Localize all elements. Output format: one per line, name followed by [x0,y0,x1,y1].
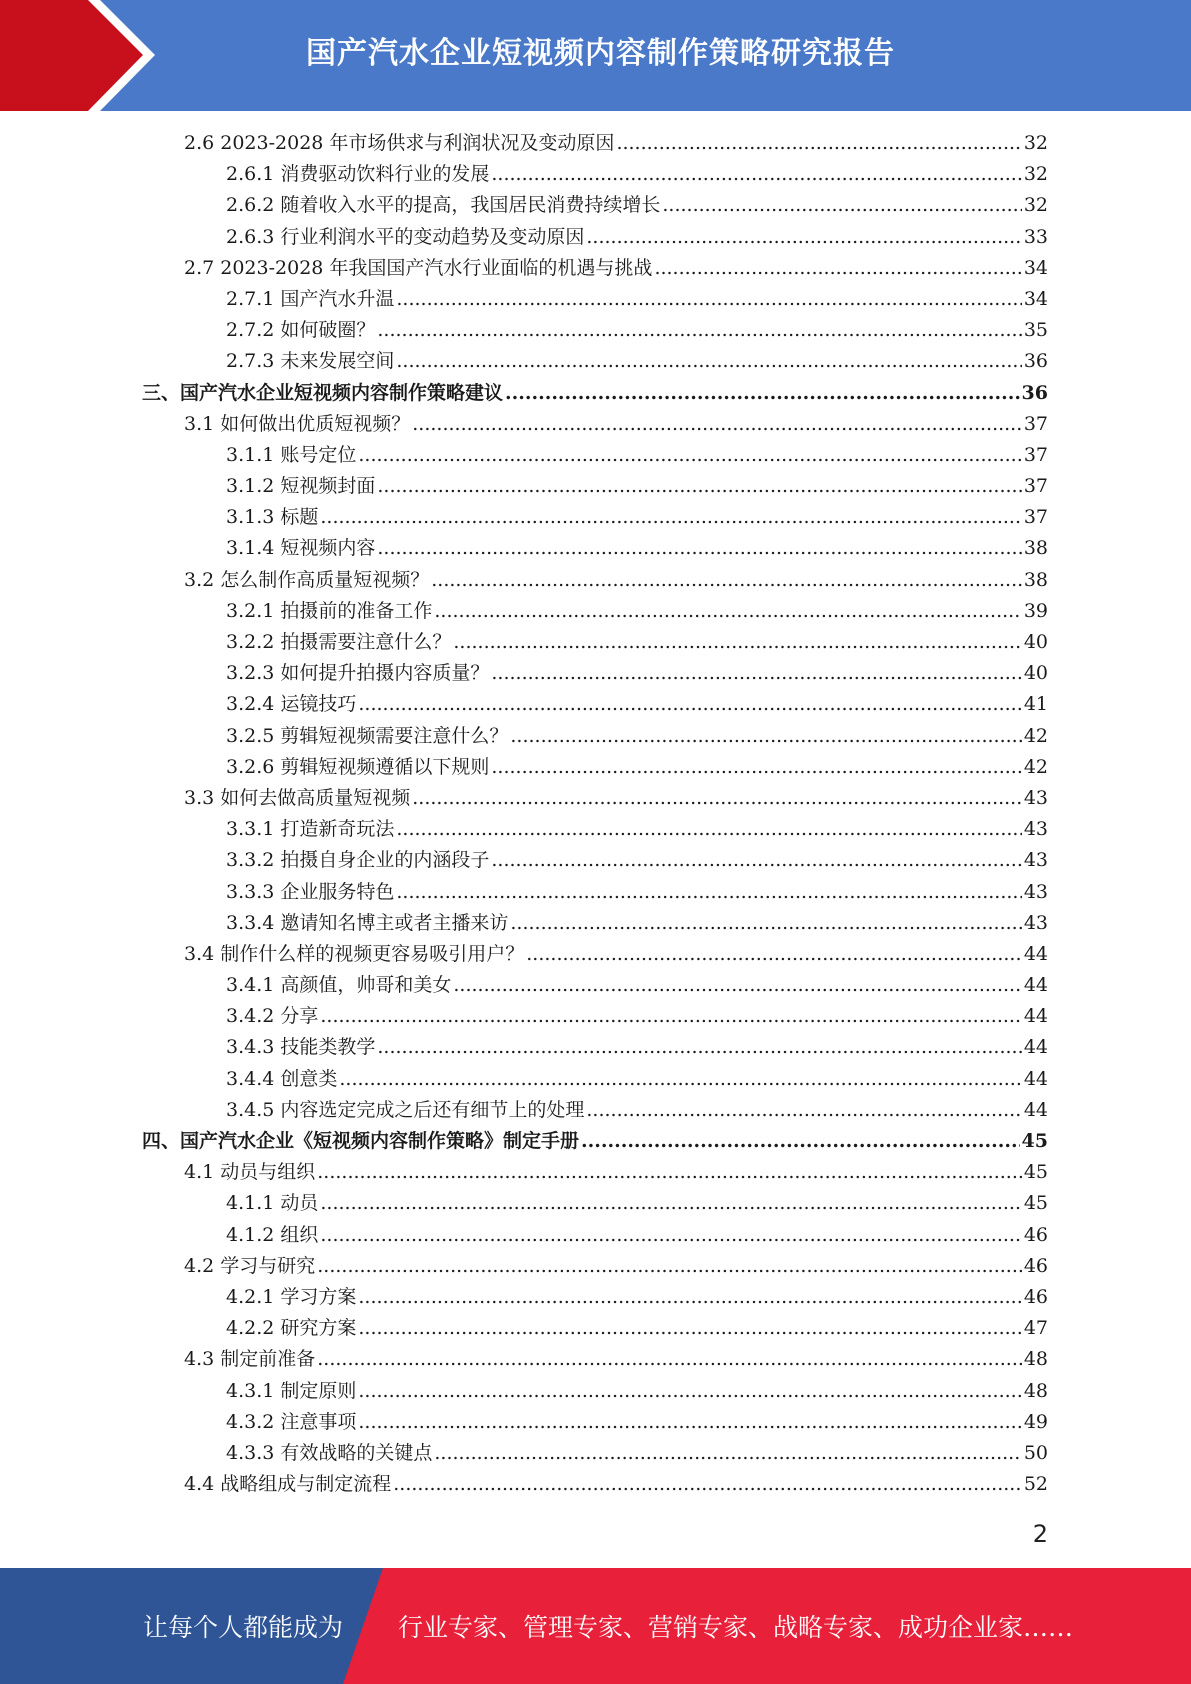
toc-dot-leader [377,533,1021,564]
toc-dot-leader [320,1001,1021,1032]
toc-entry-page: 36 [1021,381,1048,404]
toc-entry[interactable] [0,409,1191,440]
toc-entry-label: 3.2.4 运镜技巧 [226,693,357,716]
toc-entry-label: 2.6 2023-2028 年市场供求与利润状况及变动原因 [184,132,615,154]
toc-entry[interactable] [0,1282,1191,1313]
toc-entry-page: 37 [1023,412,1048,435]
toc-entry-page: 40 [1023,662,1048,685]
page-header [0,0,1191,111]
toc-dot-leader [317,1157,1022,1188]
toc-entry-label: 3.2.6 剪辑短视频遵循以下规则 [226,755,490,778]
toc-entry[interactable] [0,1001,1191,1032]
toc-entry-page: 42 [1023,755,1048,778]
toc-entry-page: 43 [1023,849,1048,872]
toc-dot-leader [586,1095,1021,1126]
toc-entry-row[interactable] [226,1282,1048,1313]
toc-entry-row[interactable] [184,1469,1048,1500]
toc-entry-row[interactable] [226,190,1048,221]
toc-entry[interactable] [0,877,1191,908]
toc-entry[interactable] [0,378,1191,409]
toc-entry-label: 2.7.3 未来发展空间 [226,350,395,373]
toc-entry-row[interactable] [226,658,1048,689]
toc-entry-label: 3.4.4 创意类 [226,1067,338,1090]
toc-entry-page: 32 [1023,194,1048,217]
toc-entry[interactable] [0,1438,1191,1469]
toc-entry[interactable] [0,502,1191,533]
toc-dot-leader [434,1438,1021,1469]
toc-entry-label: 3.4.2 分享 [226,1005,319,1028]
toc-entry-row[interactable] [226,970,1048,1001]
toc-entry-page: 44 [1023,1036,1048,1059]
toc-entry-label: 4.2 学习与研究 [184,1254,316,1277]
toc-dot-leader [358,1282,1021,1313]
toc-dot-leader [453,970,1021,1001]
toc-entry-row[interactable] [142,378,1048,409]
toc-dot-leader [377,471,1021,502]
toc-entry-label: 2.6.3 行业利润水平的变动趋势及变动原因 [226,225,585,248]
toc-dot-leader [320,502,1021,533]
toc-entry-row[interactable] [226,1032,1048,1063]
toc-entry-row[interactable] [226,1313,1048,1344]
toc-entry-row[interactable] [226,908,1048,939]
toc-entry-page: 43 [1023,911,1048,934]
toc-entry[interactable] [0,658,1191,689]
toc-entry-row[interactable] [226,1095,1048,1126]
toc-entry-row[interactable] [184,939,1048,970]
toc-entry[interactable] [0,190,1191,221]
toc-entry-label: 3.2.1 拍摄前的准备工作 [226,599,433,622]
toc-dot-leader [317,1251,1022,1282]
toc-entry-page: 44 [1023,1098,1048,1121]
toc-dot-leader [491,752,1021,783]
toc-entry-row[interactable] [226,440,1048,471]
toc-entry-label: 3.4.3 技能类教学 [226,1036,376,1059]
toc-entry-row[interactable] [184,565,1048,596]
toc-dot-leader [393,1469,1022,1500]
toc-entry-row[interactable] [226,159,1048,190]
toc-entry-row[interactable] [226,1220,1048,1251]
footer-slogan-left: 让每个人都能成为 [143,1613,344,1642]
toc-entry[interactable] [0,689,1191,720]
toc-dot-leader [431,565,1022,596]
toc-dot-leader [377,315,1021,346]
toc-entry[interactable] [0,471,1191,502]
toc-entry-label: 4.1 动员与组织 [184,1161,316,1184]
toc-entry-page: 36 [1023,350,1048,373]
toc-entry-row[interactable] [226,1376,1048,1407]
toc-entry-row[interactable] [226,721,1048,752]
toc-entry-page: 50 [1023,1441,1048,1464]
toc-entry[interactable] [0,1188,1191,1219]
toc-entry-label: 3.3.2 拍摄自身企业的内涵段子 [226,849,490,872]
toc-entry-page: 34 [1023,256,1048,279]
toc-entry-label: 2.6.1 消费驱动饮料行业的发展 [226,163,490,186]
toc-entry-row[interactable] [184,1344,1048,1375]
toc-entry-label: 4.3 制定前准备 [184,1348,316,1371]
toc-dot-leader [320,1188,1021,1219]
toc-entry-row[interactable] [226,1064,1048,1095]
toc-entry-page: 47 [1023,1317,1048,1340]
page-number: 2 [1032,1520,1048,1548]
toc-dot-leader [358,689,1021,720]
toc-entry-page: 41 [1023,693,1048,716]
toc-entry-page: 49 [1023,1410,1048,1433]
toc-dot-leader [491,658,1021,689]
toc-entry-label: 3.1.3 标题 [226,506,319,529]
toc-entry[interactable] [0,939,1191,970]
toc-entry[interactable] [0,159,1191,190]
toc-entry-page: 40 [1023,631,1048,653]
toc-entry[interactable] [0,845,1191,876]
toc-entry-page: 44 [1023,1067,1048,1090]
toc-entry[interactable] [0,128,1191,159]
toc-dot-leader [453,627,1021,658]
toc-entry-row[interactable] [226,627,1048,658]
toc-dot-leader [434,596,1021,627]
toc-entry-label: 3.2.5 剪辑短视频需要注意什么？ [226,724,509,747]
toc-entry-label: 4.2.1 学习方案 [226,1285,357,1308]
toc-entry-label: 2.7 2023-2028 年我国国产汽水行业面临的机遇与挑战 [184,256,653,279]
toc-entry-label: 4.3.1 制定原则 [226,1379,357,1402]
toc-dot-leader [358,1376,1021,1407]
toc-entry-page: 44 [1023,974,1048,997]
toc-entry-label: 4.4 战略组成与制定流程 [184,1473,392,1496]
toc-entry-page: 32 [1023,163,1048,186]
toc-entry-label: 2.6.2 随着收入水平的提高，我国居民消费持续增长 [226,194,661,217]
toc-entry[interactable] [0,1126,1191,1157]
toc-entry[interactable] [0,1344,1191,1375]
toc-entry-page: 46 [1023,1285,1048,1308]
toc-entry-label: 3.2.3 如何提升拍摄内容质量？ [226,662,490,685]
toc-dot-leader [654,253,1021,284]
toc-dot-leader [586,222,1021,253]
toc-entry-row[interactable] [226,689,1048,720]
toc-entry[interactable] [0,596,1191,627]
toc-dot-leader [581,1126,1020,1157]
toc-entry-row[interactable] [226,877,1048,908]
toc-dot-leader [358,1313,1021,1344]
toc-entry-page: 37 [1023,443,1048,466]
toc-entry-row[interactable] [184,783,1048,814]
toc-entry[interactable] [0,565,1191,596]
toc-entry[interactable] [0,970,1191,1001]
toc-entry-row[interactable] [226,596,1048,627]
toc-entry[interactable] [0,1407,1191,1438]
toc-entry-row[interactable] [226,471,1048,502]
toc-entry-page: 44 [1023,942,1048,965]
toc-entry[interactable] [0,908,1191,939]
toc-entry[interactable] [0,533,1191,564]
toc-entry-page: 46 [1023,1254,1048,1277]
toc-dot-leader [616,128,1021,159]
toc-dot-leader [510,908,1021,939]
toc-entry[interactable] [0,1157,1191,1188]
toc-entry-label: 3.3.4 邀请知名博主或者主播来访 [226,911,509,934]
toc-entry-label: 3.1.1 账号定位 [226,443,357,466]
toc-entry[interactable] [0,1376,1191,1407]
toc-entry-row[interactable] [226,315,1048,346]
toc-entry-row[interactable] [142,1126,1048,1157]
toc-dot-leader [339,1064,1021,1095]
toc-entry-label: 三、国产汽水企业短视频内容制作策略建议 [142,381,504,404]
toc-entry-page: 38 [1023,537,1048,560]
toc-entry-label: 4.2.2 研究方案 [226,1317,357,1340]
toc-entry-row[interactable] [226,1407,1048,1438]
toc-entry-label: 3.3.1 打造新奇玩法 [226,818,395,841]
toc-entry-row[interactable] [184,253,1048,284]
toc-entry-page: 42 [1023,724,1048,747]
toc-entry[interactable] [0,752,1191,783]
toc-entry[interactable] [0,627,1191,658]
toc-entry[interactable] [0,1313,1191,1344]
toc-entry-row[interactable] [184,1157,1048,1188]
toc-entry-label: 3.4.5 内容选定完成之后还有细节上的处理 [226,1098,585,1121]
toc-entry-page: 48 [1023,1348,1048,1371]
chevron-right-icon [0,0,160,111]
toc-entry-page: 37 [1023,506,1048,529]
toc-entry-label: 3.2 怎么制作高质量短视频？ [184,568,430,591]
toc-entry[interactable] [0,783,1191,814]
toc-entry-page: 37 [1023,475,1048,498]
toc-dot-leader [505,378,1020,409]
toc-dot-leader [662,190,1021,221]
page-footer [0,1568,1191,1684]
toc-entry-page: 43 [1023,818,1048,841]
toc-entry-page: 33 [1023,225,1048,248]
toc-dot-leader [510,721,1021,752]
toc-entry-page: 48 [1023,1379,1048,1402]
toc-dot-leader [526,939,1022,970]
toc-entry[interactable] [0,1064,1191,1095]
toc-entry-label: 3.1.4 短视频内容 [226,537,376,560]
toc-dot-leader [396,284,1021,315]
toc-entry-label: 3.3 如何去做高质量短视频 [184,786,411,809]
toc-entry-page: 52 [1023,1473,1048,1496]
toc-entry[interactable] [0,1220,1191,1251]
toc-entry-label: 2.7.1 国产汽水升温 [226,287,395,310]
toc-entry-page: 45 [1023,1161,1048,1184]
toc-entry-label: 4.1.2 组织 [226,1223,319,1246]
toc-entry[interactable] [0,253,1191,284]
toc-entry-page: 43 [1023,786,1048,809]
toc-entry[interactable] [0,346,1191,377]
toc-entry-row[interactable] [226,1438,1048,1469]
toc-dot-leader [358,1407,1021,1438]
toc-dot-leader [320,1220,1021,1251]
toc-entry-row[interactable] [226,1188,1048,1219]
toc-entry[interactable] [0,315,1191,346]
toc-entry[interactable] [0,721,1191,752]
toc-dot-leader [396,814,1021,845]
toc-entry-row[interactable] [226,533,1048,564]
toc-entry-page: 39 [1023,599,1048,622]
toc-entry[interactable] [0,1095,1191,1126]
toc-entry-page: 38 [1023,568,1048,591]
toc-entry-page: 34 [1023,287,1048,310]
toc-entry-page: 44 [1023,1005,1048,1028]
toc-entry[interactable] [0,1469,1191,1500]
toc-entry[interactable] [0,284,1191,315]
toc-entry-label: 3.1.2 短视频封面 [226,475,376,498]
toc-dot-leader [412,783,1022,814]
toc-entry-page: 45 [1023,1192,1048,1215]
toc-entry-label: 四、国产汽水企业《短视频内容制作策略》制定手册 [142,1130,580,1152]
toc-dot-leader [377,1032,1021,1063]
toc-entry-row[interactable] [226,346,1048,377]
toc-entry-row[interactable] [226,502,1048,533]
toc-entry[interactable] [0,222,1191,253]
toc-entry-page: 46 [1023,1223,1048,1246]
toc-entry-page: 32 [1023,132,1048,154]
toc-dot-leader [396,346,1021,377]
toc-entry-row[interactable] [226,1001,1048,1032]
toc-entry[interactable] [0,1251,1191,1282]
toc-entry-page: 35 [1023,319,1048,342]
toc-entry-label: 3.4 制作什么样的视频更容易吸引用户？ [184,942,525,965]
toc-entry-label: 3.4.1 高颜值，帅哥和美女 [226,974,452,997]
toc-entry-label: 4.1.1 动员 [226,1192,319,1215]
toc-entry-row[interactable] [226,284,1048,315]
footer-slogan-right: 行业专家、管理专家、营销专家、战略专家、成功企业家…… [398,1613,1074,1642]
toc-entry-page: 45 [1021,1130,1048,1152]
toc-entry-label: 4.3.2 注意事项 [226,1410,357,1433]
toc-entry[interactable] [0,814,1191,845]
toc-dot-leader [412,409,1022,440]
toc-entry-row[interactable] [226,752,1048,783]
toc-entry-row[interactable] [184,128,1048,159]
toc-entry-label: 3.2.2 拍摄需要注意什么？ [226,631,452,653]
toc-entry-label: 3.3.3 企业服务特色 [226,880,395,903]
toc-dot-leader [396,877,1021,908]
toc-entry-row[interactable] [226,845,1048,876]
toc-entry[interactable] [0,440,1191,471]
toc-dot-leader [491,159,1021,190]
toc-entry-row[interactable] [184,409,1048,440]
toc-entry-page: 43 [1023,880,1048,903]
table-of-contents [0,128,1191,1500]
toc-dot-leader [491,845,1021,876]
toc-entry-label: 3.1 如何做出优质短视频？ [184,412,411,435]
toc-dot-leader [358,440,1021,471]
toc-entry-row[interactable] [226,222,1048,253]
toc-entry-label: 4.3.3 有效战略的关键点 [226,1441,433,1464]
toc-entry-label: 2.7.2 如何破圈？ [226,319,376,342]
toc-entry-row[interactable] [184,1251,1048,1282]
page-title: 国产汽水企业短视频内容制作策略研究报告 [306,36,895,71]
toc-entry[interactable] [0,1032,1191,1063]
toc-entry-row[interactable] [226,814,1048,845]
toc-dot-leader [317,1344,1022,1375]
